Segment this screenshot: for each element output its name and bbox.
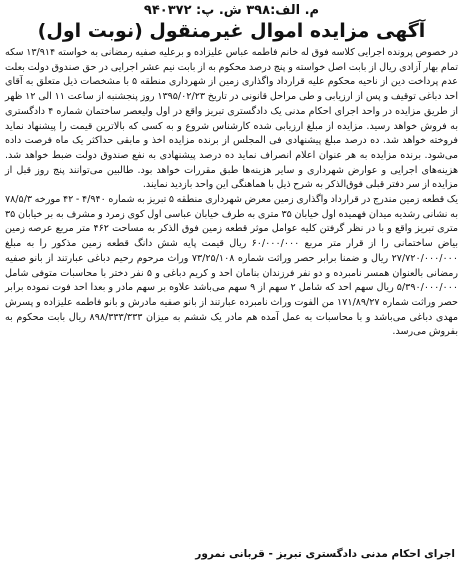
notice-title: آگهی مزایده اموال غیرمنقول (نوبت اول) <box>37 20 426 42</box>
paragraph-2: یک قطعه زمین مندرج در قرارداد واگذاری زمین معرض شهرداری منطقه ۵ تبریز به شماره ۴/۹۴۰ - ۴۲ مورخه ۷۸/۵/۳ به نشانی رشدیه میدان فهمیده اول خیابان ۳۵ متری به طرف خیابان عباسی اول کوی زمرد و مشرف به بر خیابان ۳۵ متری تبریز واقع و با در نظر گرفتن کلیه عوامل موثر قطعه زمین فوق الذکر به مساحت ۴۶۲ متر مربع عرصه زمین بیاض ساختمانی را از قرار متر مربع ۶۰/۰۰۰/۰۰۰ ریال قیمت پایه شش دانگ قطعه زمین مذکور را به مبلغ ۲۷/۷۲۰/۰۰۰/۰۰۰ ریال و ضمنا برابر حصر وراثت شماره ۷۳/۲۵/۱۰۸ وراث مرحوم رحیم دباغی عبارتند از بانو صفیه رمضانی بالعنوان همسر نامبرده و دو نفر فرزندان بنامان احد و کریم دباغی و ۵ نفر دختر با محاسبات متوفی شامل ۵/۳۹۰/۰۰۰/۰۰۰ ریال سهم احد که شامل ۲ سهم از ۹ سهم می‌باشد علاوه بر سهم مادر و بعدا احد فوت نموده برابر حصر وراثت شماره ۱۷۱/۸۹/۲۷ من الفوت وراث نامبرده عبارتند از بانو صفیه مادرش و بانو فاطمه علیزاده و پسرش مهدی دباغی می‌باشد و با محاسبات به عمل آمده هم مادر یک ششم به میزان ۸۹۸/۳۳۳/۳۳۳ ریال بابت محکوم به بفروش می‌رسد. <box>5 194 459 338</box>
reference-number: م. الف:۳۹۸ ش. پ: ۹۴۰۳۷۲ <box>143 3 320 18</box>
paragraph-1: در خصوص پرونده اجرایی کلاسه فوق له خانم فاطمه عباس علیزاده و برعلیه صفیه رمضانی به خواسته ۱۳/۹۱۴ سکه تمام بهار آزادی ریال از بابت اصل خواسته و پنج درصد محکوم به از بابت نیم عشر اجرایی در حق صندوق دولت بعلت عدم پرداخت دین از ناحیه محکوم علیه قرارداد واگذاری زمین از شهرداری منطقه ۵ با مشخصات ذیل متعلق به آقای احد دباغی توقیف و پس از ارزیابی و طی مراحل قانونی در تاریخ ۱۳۹۵/۰۲/۲۳ روز پنجشنبه از ساعت ۱۱ الی ۱۲ ظهر از طریق مزایده در واحد اجرای احکام مدنی یک دادگستری تبریز واقع در اول ولیعصر ساختمان شماره ۴ دادگستری به فروش خواهد رسید. مزایده از مبلغ ارزیابی شده کارشناس شروع و به کسی که بالاترین قیمت را پیشنهاد نماید فروخته خواهد شد. ده درصد مبلغ پیشنهادی فی المجلس از برنده مزایده اخذ و مابقی حداکثر یک ماه فرصت داده می‌شود. برنده مزایده به هر عنوان اعلام انصراف نماید ده درصد پیشنهادی به نفع صندوق دولت ضبط خواهد شد. هزینه‌های اجرایی و عوارض شهرداری و سایر هزینه‌ها طبق مقررات خواهد بود. طالبین می‌توانند پنج روز قبل از مزایده از سر دفتر قبلی فوق‌الذکر به شرح ذیل با هماهنگی این واحد بازدید نمایند. <box>5 47 458 191</box>
signature-line: اجرای احکام مدنی دادگستری تبریز - قربانی نمرور <box>195 548 455 560</box>
